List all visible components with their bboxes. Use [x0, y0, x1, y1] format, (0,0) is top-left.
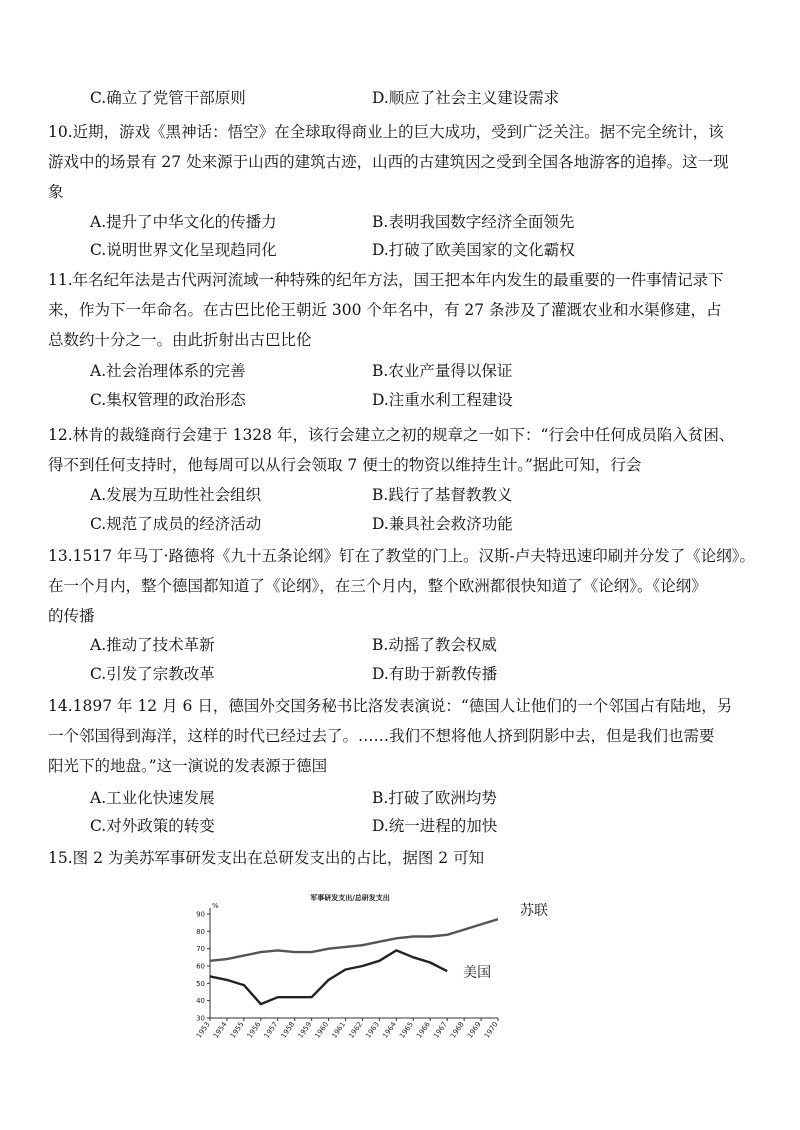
x-tick-label: 1962 — [347, 1020, 365, 1040]
q13-option-b: B.动摇了教会权威 — [372, 636, 497, 654]
chart-title: 军事研发支出/总研发支出 — [310, 894, 390, 902]
q13-stem-line-2: 在一个月内，整个德国都知道了《论纲》，在三个月内，整个欧洲都很快知道了《论纲》。《论纲》 — [48, 577, 707, 595]
chart-plot-area — [195, 902, 548, 1040]
y-tick-label: 40 — [196, 997, 205, 1006]
y-tick-label: 30 — [196, 1014, 205, 1023]
x-tick-label: 1953 — [194, 1020, 212, 1040]
series-line-0 — [210, 919, 498, 961]
series-line-1 — [210, 950, 447, 1004]
x-tick-label: 1955 — [228, 1020, 246, 1040]
q11-stem-line-2: 来，作为下一年命名。在古巴比伦王朝近 300 个年名中，有 27 条涉及了灌溉农业和水渠修建，占 — [48, 301, 722, 319]
q12-stem-line-2: 得不到任何支持时，他每周可以从行会领取 7 便士的物资以维持生计。”据此可知，行会 — [48, 456, 642, 474]
figure-2-chart — [180, 888, 580, 1058]
q10-option-b: B.表明我国数字经济全面领先 — [372, 213, 575, 231]
q12-option-c: C.规范了成员的经济活动 — [90, 515, 262, 533]
q11-option-a: A.社会治理体系的完善 — [90, 362, 246, 380]
y-tick-label: 70 — [196, 945, 205, 954]
x-tick-label: 1967 — [432, 1020, 449, 1040]
q11-stem-line-1: 11.年名纪年法是古代两河流域一种特殊的纪年方法，国王把本年内发生的最重要的一件事情记录下 — [48, 271, 724, 289]
q11-stem-line-3: 总数约十分之一。由此折射出古巴比伦 — [48, 331, 312, 349]
q12-option-a: A.发展为互助性社会组织 — [90, 486, 262, 504]
q13-option-c: C.引发了宗教改革 — [90, 665, 215, 683]
q13-option-d: D.有助于新教传播 — [372, 665, 498, 683]
q13-stem-line-3: 的传播 — [48, 607, 95, 625]
x-tick-label: 1964 — [381, 1020, 398, 1040]
y-tick-label: 90 — [196, 910, 205, 919]
q10-stem-line-3: 象 — [48, 183, 64, 201]
y-tick-label: 80 — [196, 927, 205, 936]
x-tick-label: 1965 — [398, 1020, 415, 1040]
q14-stem-line-2: 一个邻国得到海洋，这样的时代已经过去了。……我们不想将他人挤到阴影中去，但是我们也需要 — [48, 727, 715, 745]
q14-stem-line-3: 阳光下的地盘。”这一演说的发表源于德国 — [48, 757, 328, 775]
x-tick-label: 1963 — [364, 1020, 382, 1040]
series-label-1: 美国 — [463, 965, 492, 982]
q14-option-c: C.对外政策的转变 — [90, 817, 215, 835]
q14-option-b: B.打破了欧洲均势 — [372, 789, 497, 807]
q11-option-d: D.注重水利工程建设 — [372, 391, 513, 409]
y-axis-unit-label: % — [212, 902, 219, 910]
x-tick-label: 1960 — [313, 1020, 331, 1040]
q12-stem-line-1: 12.林肯的裁缝商行会建于 1328 年，该行会建立之初的规章之一如下：“行会中任何成员陷入贫困、 — [48, 426, 735, 444]
x-tick-label: 1957 — [262, 1020, 280, 1040]
q14-option-a: A.工业化快速发展 — [90, 789, 215, 807]
x-tick-label: 1969 — [465, 1020, 483, 1040]
q12-option-b: B.践行了基督教教义 — [372, 486, 513, 504]
x-tick-label: 1966 — [415, 1020, 432, 1040]
q11-option-b: B.农业产量得以保证 — [372, 362, 513, 380]
x-tick-label: 1958 — [279, 1020, 297, 1040]
q10-option-d: D.打破了欧美国家的文化霸权 — [372, 241, 575, 259]
q12-option-d: D.兼具社会救济功能 — [372, 515, 513, 533]
q10-stem-line-2: 游戏中的场景有 27 处来源于山西的建筑古迹，山西的古建筑因之受到全国各地游客的追捧。这一现 — [48, 153, 729, 171]
y-tick-label: 60 — [196, 962, 205, 971]
x-tick-label: 1970 — [482, 1020, 500, 1040]
x-tick-label: 1961 — [330, 1020, 348, 1040]
q10-stem-line-1: 10.近期，游戏《黑神话：悟空》在全球取得商业上的巨大成功，受到广泛关注。据不完全统计，该 — [48, 123, 724, 141]
q14-stem-line-1: 14.1897 年 12 月 6 日，德国外交国务秘书比洛发表演说：“德国人让他们的一个邻国占有陆地，另 — [48, 697, 733, 715]
line-chart-svg — [180, 888, 580, 1058]
x-tick-label: 1968 — [448, 1020, 466, 1040]
q10-option-a: A.提升了中华文化的传播力 — [90, 213, 277, 231]
x-tick-label: 1956 — [245, 1020, 263, 1040]
q15-stem-line-1: 15.图 2 为美苏军事研发支出在总研发支出的占比，据图 2 可知 — [48, 849, 485, 867]
q13-stem-line-1: 13.1517 年马丁·路德将《九十五条论纲》钉在了教堂的门上。汉斯-卢夫特迅速印刷并分发了《论纲》。 — [48, 547, 755, 565]
q10-option-c: C.说明世界文化呈现趋同化 — [90, 241, 277, 259]
q9-option-c: C.确立了党管干部原则 — [90, 89, 246, 107]
x-tick-label: 1959 — [296, 1020, 314, 1040]
q13-option-a: A.推动了技术革新 — [90, 636, 215, 654]
series-label-0: 苏联 — [520, 903, 548, 920]
x-tick-label: 1954 — [211, 1020, 229, 1040]
q9-option-d: D.顺应了社会主义建设需求 — [372, 89, 560, 107]
q14-option-d: D.统一进程的加快 — [372, 817, 498, 835]
y-tick-label: 50 — [196, 979, 205, 988]
q11-option-c: C.集权管理的政治形态 — [90, 391, 246, 409]
